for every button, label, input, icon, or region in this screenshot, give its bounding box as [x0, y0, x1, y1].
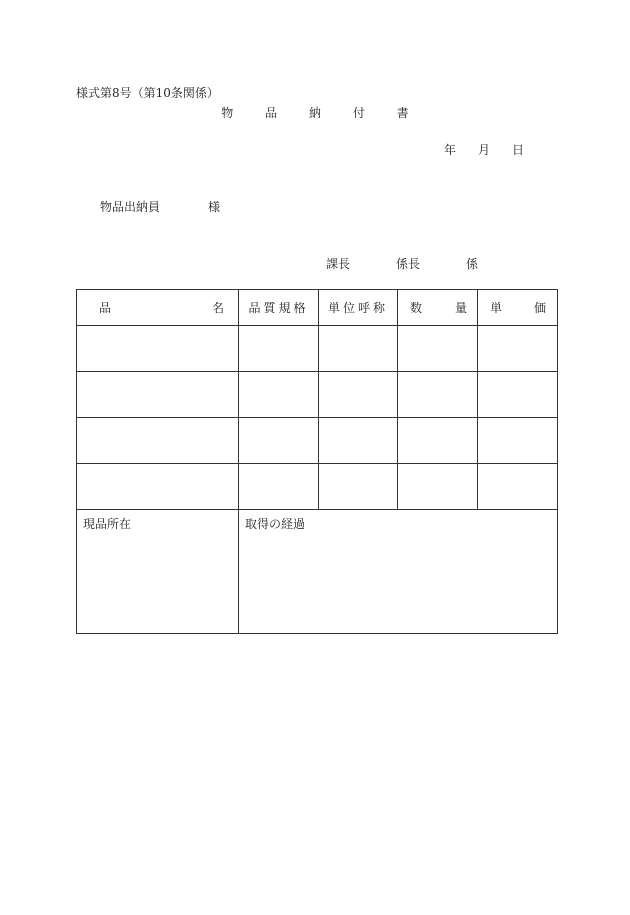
approval-line: [326, 255, 478, 272]
header-unit-name: 単位呼称: [319, 290, 398, 326]
table-row: [77, 464, 558, 510]
form-number-label: 様式第8号（第10条関係）: [76, 86, 219, 100]
table-row: [77, 372, 558, 418]
location-cell[interactable]: [77, 510, 239, 634]
approval-kakaricho: 係長: [396, 257, 421, 271]
acquisition-cell[interactable]: [239, 510, 558, 634]
table-footer-row: [77, 510, 558, 634]
cell-item-name[interactable]: [77, 326, 239, 372]
cell-item-name[interactable]: [77, 464, 239, 510]
date-day: 日: [512, 143, 525, 157]
approval-kakari: 係: [466, 257, 479, 271]
addressee-name: 物品出納員: [100, 200, 161, 214]
title-char: 納: [308, 106, 321, 120]
cell-quality-spec[interactable]: [239, 418, 319, 464]
title-char: 書: [396, 106, 409, 120]
cell-unit-price[interactable]: [478, 464, 558, 510]
header-item-name: 品 名: [77, 290, 239, 326]
date-line: [444, 141, 524, 158]
cell-unit-name[interactable]: [319, 372, 398, 418]
cell-unit-price[interactable]: [478, 372, 558, 418]
table-row: [77, 418, 558, 464]
cell-item-name[interactable]: [77, 418, 239, 464]
cell-quantity[interactable]: [398, 418, 478, 464]
cell-quality-spec[interactable]: [239, 372, 319, 418]
approval-kacho: 課長: [326, 257, 351, 271]
cell-quantity[interactable]: [398, 464, 478, 510]
addressee-line: [100, 198, 220, 215]
table-row: [77, 326, 558, 372]
addressee-honorific: 様: [208, 200, 221, 214]
cell-quantity[interactable]: [398, 326, 478, 372]
header-unit-price: 単 価: [478, 290, 558, 326]
cell-unit-price[interactable]: [478, 326, 558, 372]
cell-unit-name[interactable]: [319, 326, 398, 372]
cell-unit-name[interactable]: [319, 464, 398, 510]
title-char: 付: [352, 106, 365, 120]
cell-quality-spec[interactable]: [239, 464, 319, 510]
items-table: [76, 289, 558, 634]
date-year: 年: [444, 143, 457, 157]
document-title: [0, 104, 630, 121]
acquisition-label: 取得の経過: [245, 517, 306, 531]
cell-quantity[interactable]: [398, 372, 478, 418]
title-char: 物: [221, 106, 234, 120]
header-quality-spec: 品質規格: [239, 290, 319, 326]
cell-unit-price[interactable]: [478, 418, 558, 464]
location-label: 現品所在: [83, 517, 132, 531]
cell-unit-name[interactable]: [319, 418, 398, 464]
date-month: 月: [478, 143, 491, 157]
table-header-row: [77, 290, 558, 326]
cell-item-name[interactable]: [77, 372, 239, 418]
cell-quality-spec[interactable]: [239, 326, 319, 372]
title-char: 品: [265, 106, 278, 120]
header-quantity: 数 量: [398, 290, 478, 326]
